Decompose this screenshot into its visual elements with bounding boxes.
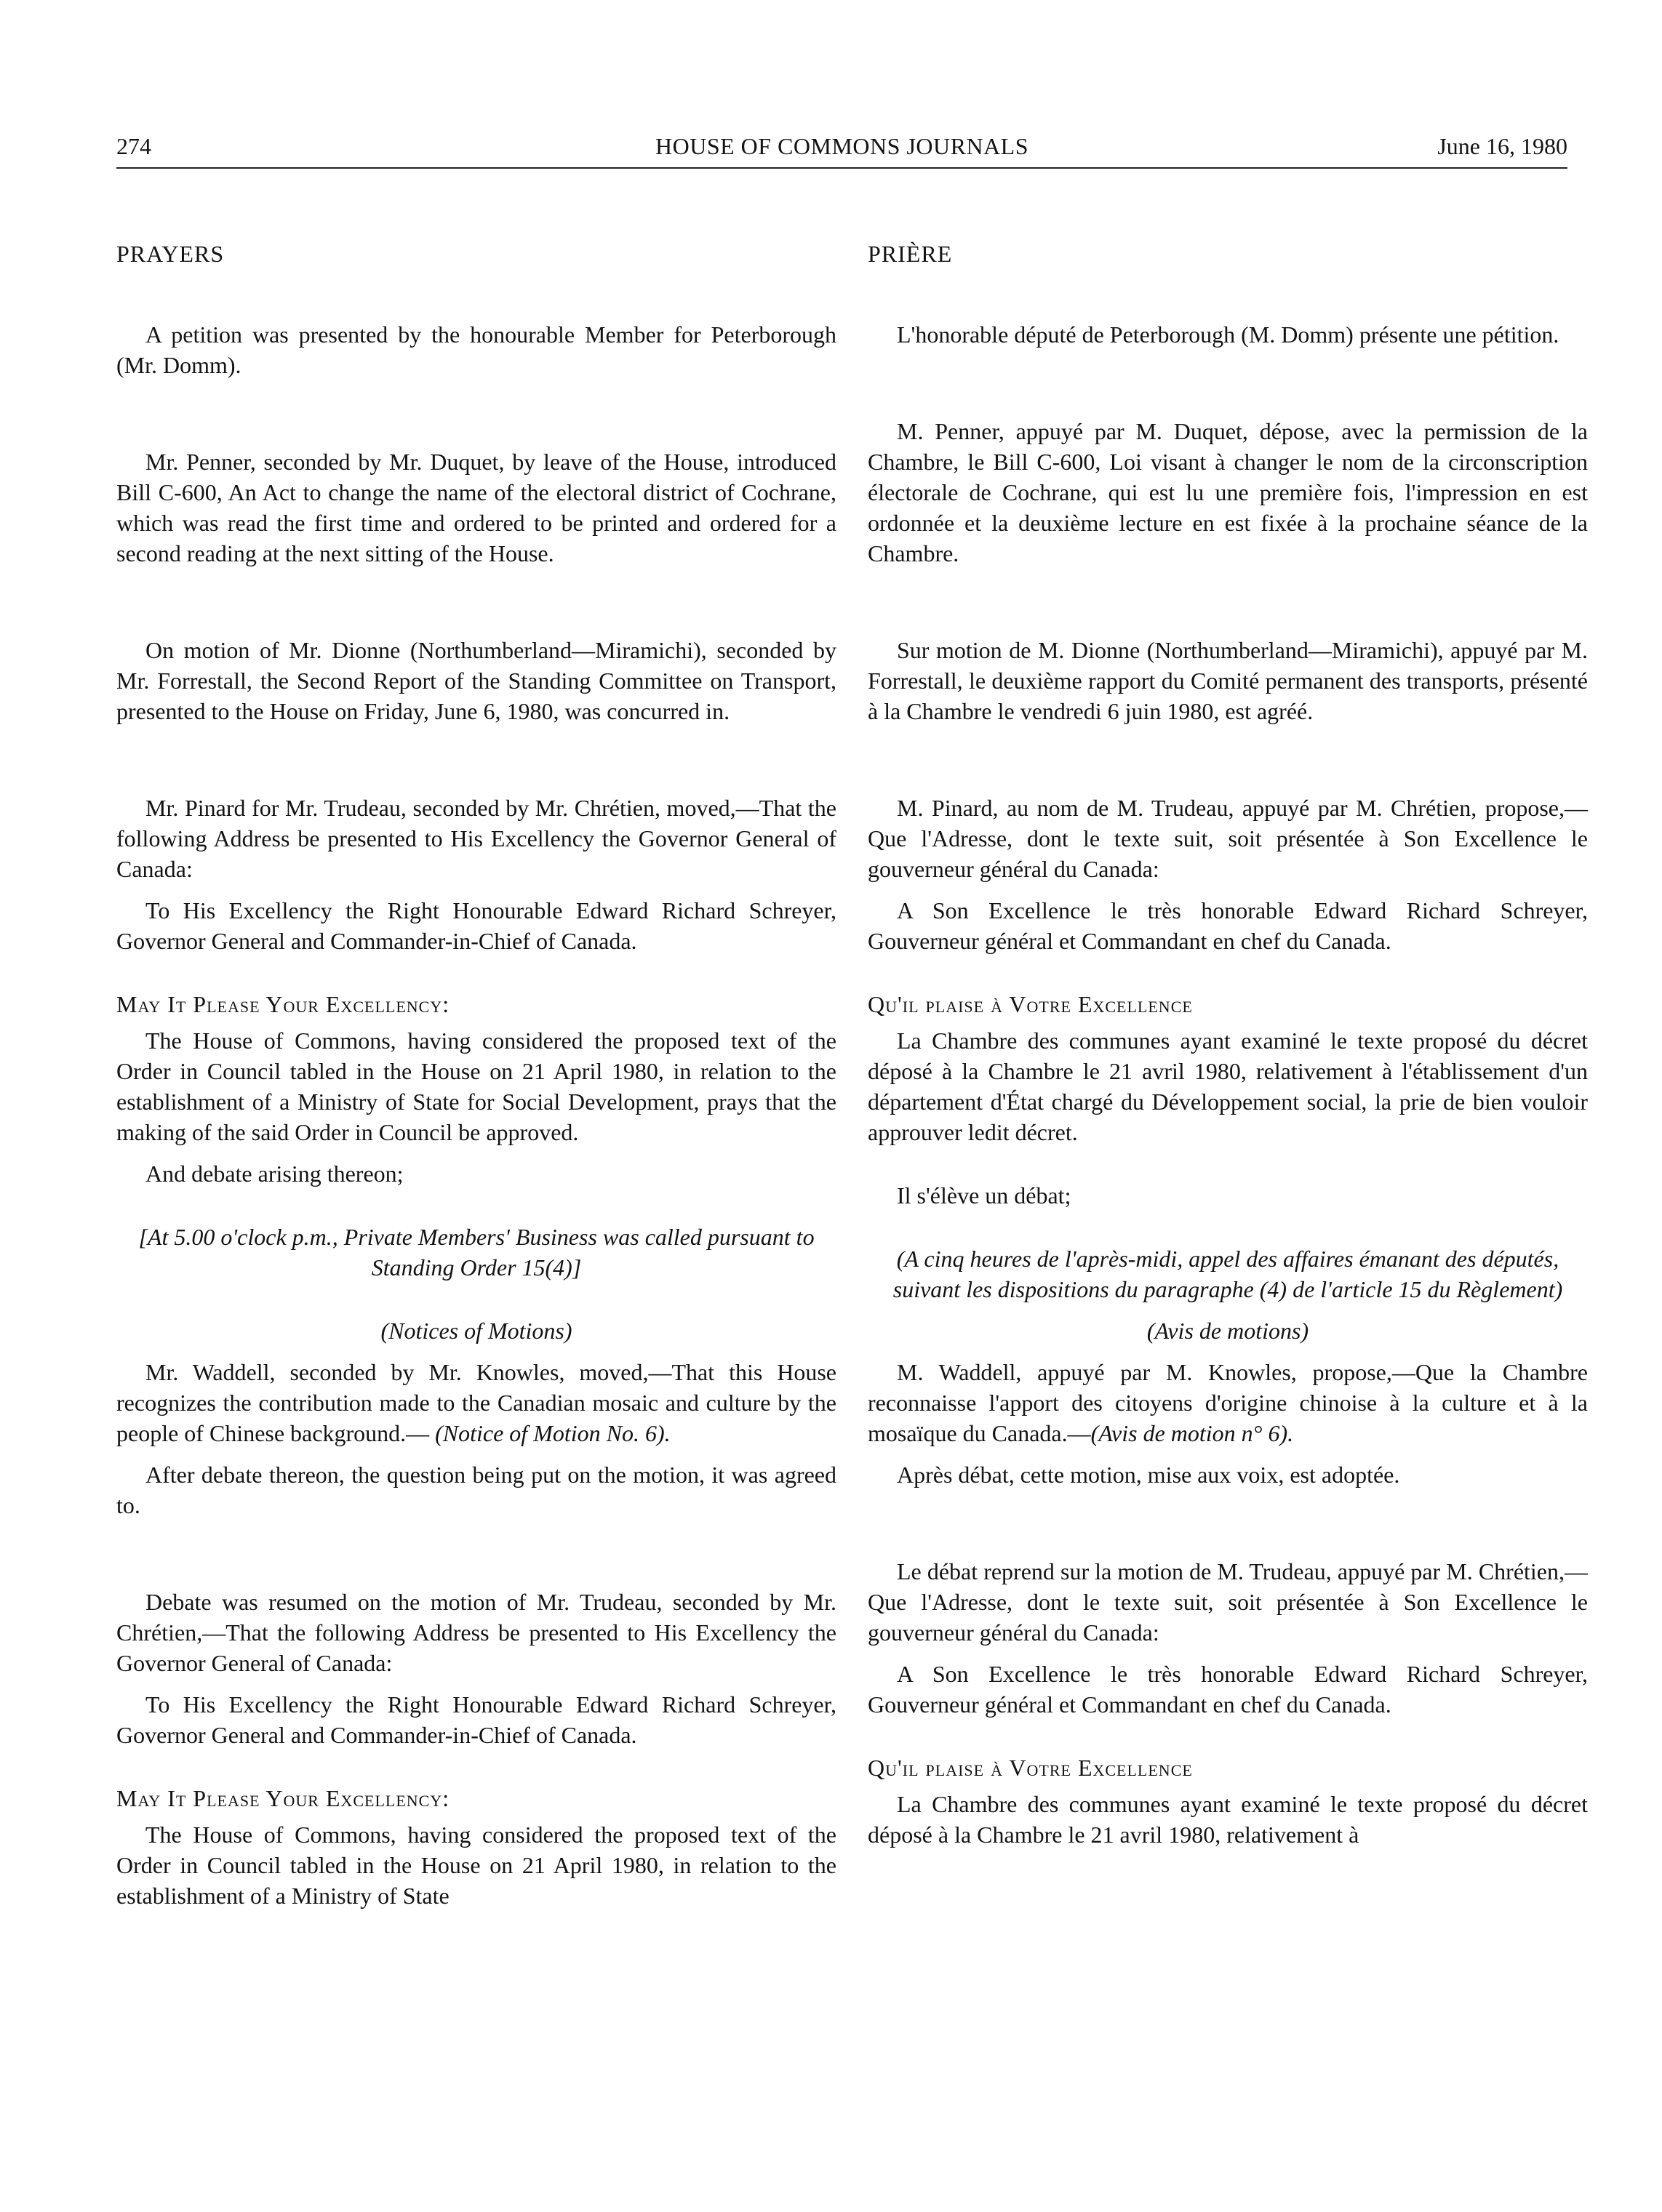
private-members-business-note-fr: (A cinq heures de l'après-midi, appel des affaires émanant des députés, suivant les dispositions du paragraphe (4) de l'article 15 du Règlement) (892, 1246, 1563, 1302)
debate-resumed-paragraph-fr: Le débat reprend sur la motion de M. Trudeau, appuyé par M. Chrétien,—Que l'Adresse, dont le texte suit, soit présentée à Son Excellence le gouverneur général du Canada: (868, 1558, 1588, 1646)
may-it-please-heading-2: May It Please Your Excellency: (116, 1785, 450, 1811)
address-motion-paragraph: Mr. Pinard for Mr. Trudeau, seconded by Mr. Chrétien, moved,—That the following Address be presented to His Excellency the Governor General of Canada: (116, 795, 836, 882)
address-to-paragraph-2-fr: A Son Excellence le très honorable Edward Richard Schreyer, Gouverneur général et Commandant en chef du Canada. (868, 1661, 1588, 1718)
petition-paragraph-fr: L'honorable député de Peterborough (M. Domm) présente une pétition. (897, 321, 1559, 348)
notices-heading: (Notices of Motions) (380, 1318, 572, 1344)
bill-paragraph-fr: M. Penner, appuyé par M. Duquet, dépose, avec la permission de la Chambre, le Bill C-600, Loi visant à changer le nom de la circonscription électorale de Cochrane, qui est lu une première fois, l'impression en est ordonnée et la deuxième lecture en est fixée à la prochaine séance de la Chambre. (868, 418, 1588, 566)
running-date: June 16, 1980 (1437, 133, 1567, 159)
agreed-paragraph-fr: Après débat, cette motion, mise aux voix, est adoptée. (897, 1462, 1400, 1488)
may-it-please-heading-fr: Qu'il plaise à Votre Excellence (868, 991, 1193, 1017)
address-to-paragraph-fr: A Son Excellence le très honorable Edward Richard Schreyer, Gouverneur général et Commandant en chef du Canada. (868, 897, 1588, 954)
waddell-notice-ref-fr: (Avis de motion n° 6). (1090, 1420, 1294, 1446)
page-header (116, 127, 1567, 169)
prayers-heading: PRAYERS (116, 241, 225, 267)
english-column (116, 239, 836, 1911)
debate-arising-paragraph-fr: Il s'élève un débat; (897, 1182, 1071, 1209)
house-considered-paragraph-2: The House of Commons, having considered the proposed text of the Order in Council tabled in the House on 21 April 1980, in relation to the establishment of a Ministry of State (116, 1822, 836, 1909)
may-it-please-heading-2-fr: Qu'il plaise à Votre Excellence (868, 1755, 1193, 1781)
house-considered-paragraph-2-fr: La Chambre des communes ayant examiné le texte proposé du décret déposé à la Chambre le 21 avril 1980, relativement à (868, 1791, 1588, 1848)
petition-paragraph: A petition was presented by the honourable Member for Peterborough (Mr. Domm). (116, 321, 836, 378)
agreed-paragraph: After debate thereon, the question being put on the motion, it was agreed to. (116, 1462, 836, 1518)
report-paragraph: On motion of Mr. Dionne (Northumberland—Miramichi), seconded by Mr. Forrestall, the Second Report of the Standing Committee on Transport, presented to the House on Friday, June 6, 1980, was concurred in. (116, 637, 836, 724)
address-to-paragraph: To His Excellency the Right Honourable Edward Richard Schreyer, Governor General and Commander-in-Chief of Canada. (116, 897, 836, 954)
debate-arising-paragraph: And debate arising thereon; (145, 1161, 404, 1187)
running-title: HOUSE OF COMMONS JOURNALS (655, 133, 1029, 159)
private-members-business-note: [At 5.00 o'clock p.m., Private Members' Business was called pursuant to Standing Order 15(4)] (138, 1224, 815, 1281)
priere-heading: PRIÈRE (868, 241, 953, 267)
waddell-motion-paragraph-fr (868, 1357, 1588, 1448)
may-it-please-heading: May It Please Your Excellency: (116, 991, 450, 1017)
report-paragraph-fr: Sur motion de M. Dionne (Northumberland—Miramichi), appuyé par M. Forrestall, le deuxième rapport du Comité permanent des transports, présenté à la Chambre le vendredi 6 juin 1980, est agréé. (868, 637, 1588, 724)
bill-paragraph: Mr. Penner, seconded by Mr. Duquet, by leave of the House, introduced Bill C-600, An Act to change the name of the electoral district of Cochrane, which was read the first time and ordered to be printed and ordered for a second reading at the next sitting of the House. (116, 449, 836, 566)
french-column (868, 239, 1588, 1850)
address-motion-paragraph-fr: M. Pinard, au nom de M. Trudeau, appuyé par M. Chrétien, propose,—Que l'Adresse, dont le texte suit, soit présentée à Son Excellence le gouverneur général du Canada: (868, 795, 1588, 882)
waddell-motion-text: Mr. Waddell, seconded by Mr. Knowles, moved,—That this House recognizes the contribution made to the Canadian mosaic and culture by the people of Chinese background.— (116, 1359, 836, 1446)
waddell-motion-text-fr: M. Waddell, appuyé par M. Knowles, propose,—Que la Chambre reconnaisse l'apport des citoyens d'origine chinoise à la culture et à la mosaïque du Canada.— (868, 1359, 1588, 1446)
debate-resumed-paragraph: Debate was resumed on the motion of Mr. Trudeau, seconded by Mr. Chrétien,—That the following Address be presented to His Excellency the Governor General of Canada: (116, 1589, 836, 1676)
waddell-motion-paragraph (116, 1357, 836, 1448)
house-considered-paragraph-fr: La Chambre des communes ayant examiné le texte proposé du décret déposé à la Chambre le 21 avril 1980, relativement à l'établissement d'un département d'État chargé du Développement social, la prie de bien vouloir approuver ledit décret. (868, 1027, 1588, 1145)
address-to-paragraph-2: To His Excellency the Right Honourable Edward Richard Schreyer, Governor General and Commander-in-Chief of Canada. (116, 1691, 836, 1748)
waddell-notice-ref: (Notice of Motion No. 6). (435, 1420, 671, 1446)
page-number: 274 (116, 133, 151, 159)
house-considered-paragraph: The House of Commons, having considered the proposed text of the Order in Council tabled in the House on 21 April 1980, in relation to the establishment of a Ministry of State for Social Development, prays that the making of the said Order in Council be approved. (116, 1027, 836, 1145)
notices-heading-fr: (Avis de motions) (1146, 1318, 1309, 1344)
